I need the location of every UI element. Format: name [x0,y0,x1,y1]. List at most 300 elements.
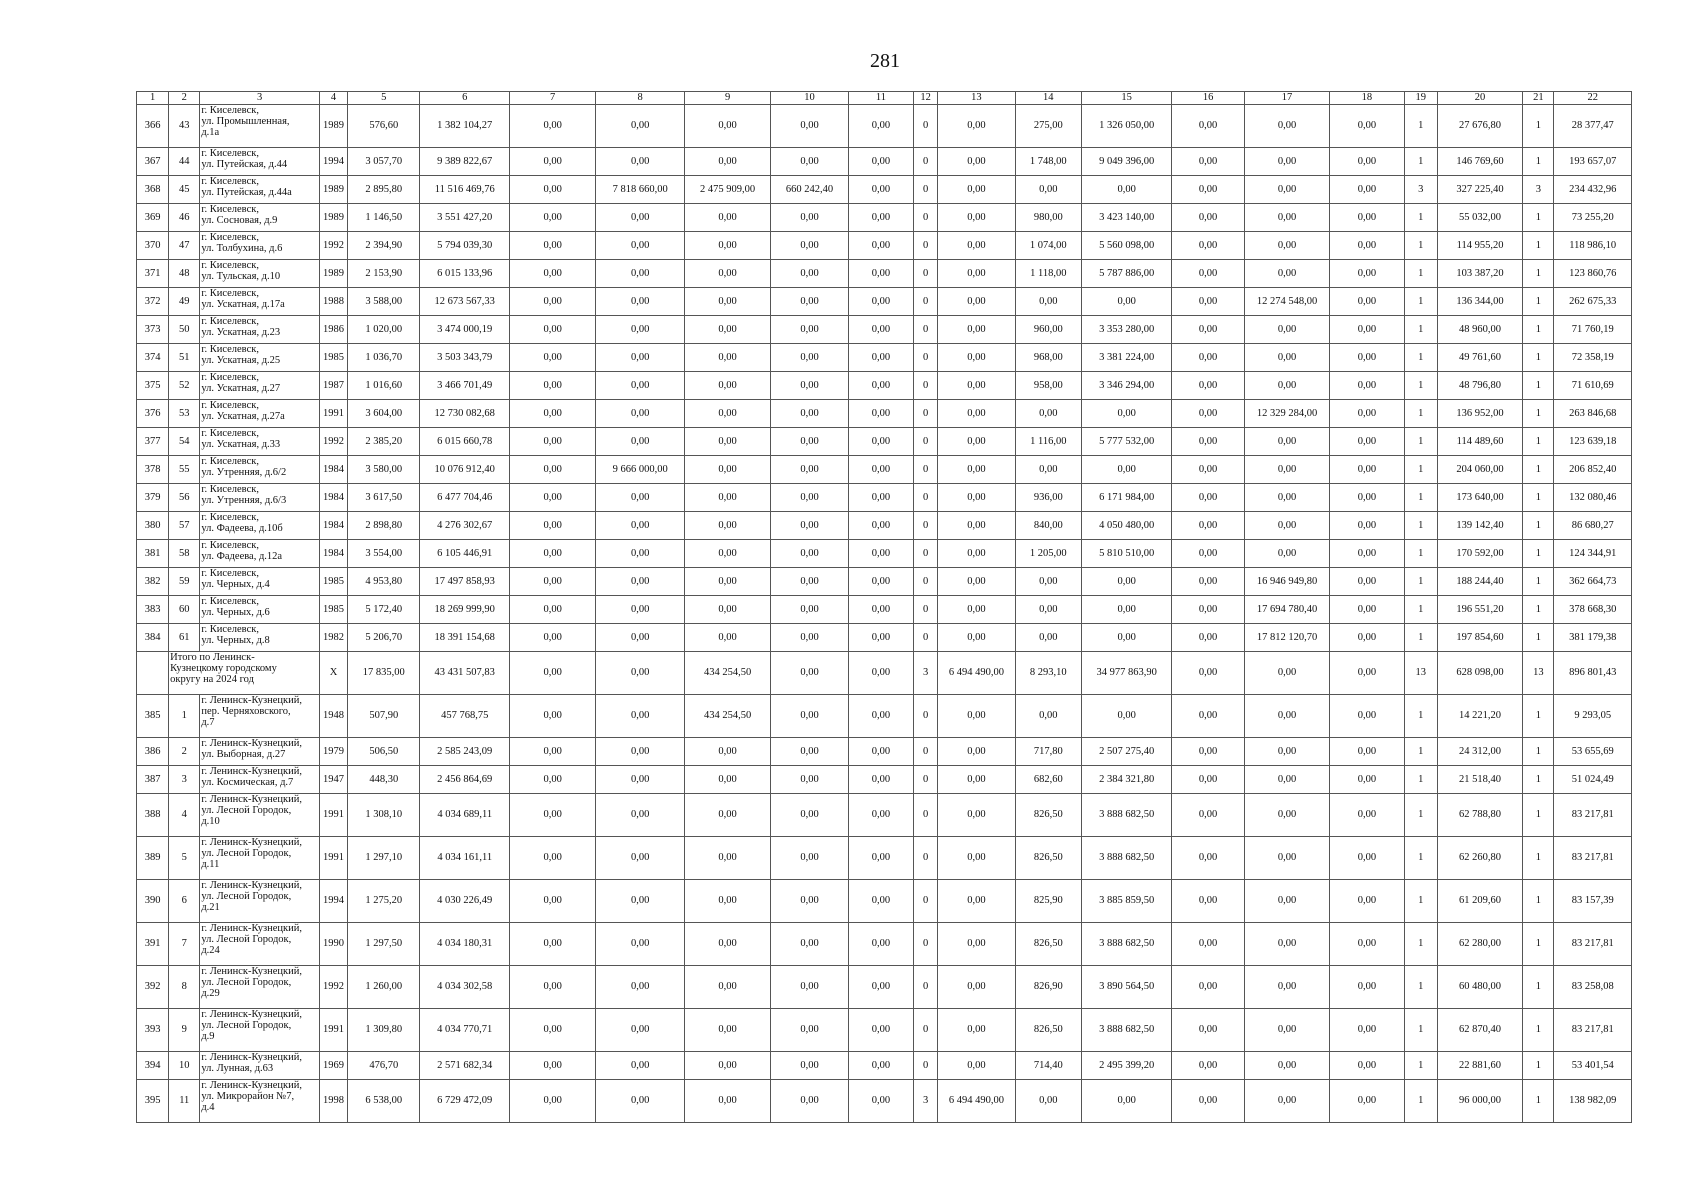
table-cell: 0,00 [1330,652,1404,695]
table-cell: 714,40 [1015,1052,1081,1080]
table-cell: 1 [1404,966,1437,1009]
table-cell: 380 [137,512,169,540]
table-cell: 10 076 912,40 [420,456,509,484]
table-cell: 6 015 133,96 [420,260,509,288]
table-cell: 0,00 [596,652,684,695]
table-cell: 3 888 682,50 [1081,794,1171,837]
table-cell: 0,00 [938,428,1015,456]
table-cell: 0,00 [938,794,1015,837]
table-cell: 6 494 490,00 [938,1080,1015,1123]
table-cell: 0,00 [509,372,595,400]
table-cell: 0 [914,176,938,204]
table-cell: 0,00 [596,344,684,372]
address-cell: г. Киселевск, ул. Путейская, д.44а [200,176,320,204]
table-cell: 1988 [319,288,347,316]
table-cell: 0,00 [1330,400,1404,428]
table-cell: 0,00 [938,1009,1015,1052]
address-cell: г. Киселевск, ул. Черных, д.8 [200,624,320,652]
table-cell: 173 640,00 [1437,484,1522,512]
table-cell: 3 057,70 [348,148,420,176]
table-cell: 1 [1404,1080,1437,1123]
table-cell: 0,00 [684,232,770,260]
table-row [137,880,1632,923]
table-cell: 1984 [319,484,347,512]
table-cell: 275,00 [1015,105,1081,148]
table-cell: 1 [1404,923,1437,966]
table-cell: 0,00 [1244,232,1329,260]
table-cell: 1948 [319,695,347,738]
table-cell: 51 024,49 [1554,766,1632,794]
table-cell: 0,00 [1172,148,1244,176]
table-cell: 3 [914,1080,938,1123]
table-cell: 0,00 [848,540,913,568]
table-cell: 13 [1404,652,1437,695]
table-cell: 476,70 [348,1052,420,1080]
table-cell: 383 [137,596,169,624]
address-cell: г. Киселевск, ул. Толбухина, д.6 [200,232,320,260]
table-cell: 0,00 [1172,766,1244,794]
table-row [137,512,1632,540]
address-cell: г. Киселевск, ул. Промышленная, д.1а [200,105,320,148]
table-cell: 0,00 [1172,738,1244,766]
table-cell: 0,00 [848,316,913,344]
table-cell: 9 666 000,00 [596,456,684,484]
table-cell: 0,00 [684,288,770,316]
table-cell: 0,00 [938,966,1015,1009]
table-cell: 9 293,05 [1554,695,1632,738]
table-cell: 27 676,80 [1437,105,1522,148]
table-cell: 826,90 [1015,966,1081,1009]
table-cell: 0,00 [938,738,1015,766]
table-cell: 1 [1404,1052,1437,1080]
table-row [137,923,1632,966]
table-cell: 0,00 [684,456,770,484]
table-cell: 0,00 [938,232,1015,260]
table-cell: 114 955,20 [1437,232,1522,260]
table-cell: 0,00 [1172,652,1244,695]
table-cell: 71 760,19 [1554,316,1632,344]
table-cell: 0,00 [1081,1080,1171,1123]
table-cell: 0,00 [848,923,913,966]
table-cell: 0,00 [771,540,848,568]
table-row [137,794,1632,837]
table-cell: 0,00 [684,624,770,652]
table-cell: 376 [137,400,169,428]
table-cell: 0,00 [509,484,595,512]
table-cell: 0,00 [1244,316,1329,344]
table-cell: 52 [169,372,200,400]
table-cell: 136 344,00 [1437,288,1522,316]
table-cell: 0,00 [1172,568,1244,596]
table-cell: 1 118,00 [1015,260,1081,288]
table-cell: 382 [137,568,169,596]
table-cell: 83 217,81 [1554,794,1632,837]
table-cell: 0,00 [1244,456,1329,484]
table-cell: 825,90 [1015,880,1081,923]
table-cell: 0,00 [1081,624,1171,652]
table-cell: 0,00 [596,1009,684,1052]
table-cell: 0,00 [509,923,595,966]
column-number-cell: 19 [1404,92,1437,105]
table-cell: 9 [169,1009,200,1052]
table-cell: 0,00 [1330,837,1404,880]
table-cell: 0,00 [684,400,770,428]
table-cell: 3 604,00 [348,400,420,428]
table-cell: 377 [137,428,169,456]
table-cell: 393 [137,1009,169,1052]
table-cell: 0,00 [771,568,848,596]
table-cell: 434 254,50 [684,695,770,738]
table-cell: 72 358,19 [1554,344,1632,372]
table-cell: 0 [914,316,938,344]
table-row [137,484,1632,512]
table-cell: 1 036,70 [348,344,420,372]
table-cell: 1982 [319,624,347,652]
table-cell: 0,00 [684,880,770,923]
table-cell: 0,00 [1015,624,1081,652]
table-cell: 0,00 [848,456,913,484]
column-number-cell: 15 [1081,92,1171,105]
table-cell: 3 580,00 [348,456,420,484]
table-cell: 395 [137,1080,169,1123]
table-cell: 0,00 [1244,738,1329,766]
table-cell: 0,00 [1015,596,1081,624]
table-cell: 0 [914,260,938,288]
table-cell: 370 [137,232,169,260]
address-cell: г. Ленинск-Кузнецкий, ул. Лесной Городок, д.24 [200,923,320,966]
table-cell: 1 146,50 [348,204,420,232]
table-cell: 0,00 [1172,456,1244,484]
table-cell: 1 308,10 [348,794,420,837]
table-cell: 0,00 [1172,176,1244,204]
table-cell: 0,00 [771,512,848,540]
table-cell: 1991 [319,837,347,880]
table-cell: 12 730 082,68 [420,400,509,428]
table-cell: 0,00 [1330,1052,1404,1080]
table-cell: 60 [169,596,200,624]
table-cell: 980,00 [1015,204,1081,232]
table-cell: 188 244,40 [1437,568,1522,596]
table-cell: 0,00 [1244,105,1329,148]
table-cell: 1 [1523,428,1554,456]
table-cell: 0 [914,484,938,512]
table-cell: 379 [137,484,169,512]
table-cell: 1 [1523,837,1554,880]
table-cell: 0,00 [771,837,848,880]
table-cell: 0 [914,232,938,260]
table-cell: 0 [914,148,938,176]
table-cell: 1 [1523,512,1554,540]
table-cell: 0,00 [684,966,770,1009]
table-cell: 6 538,00 [348,1080,420,1123]
table-cell: 0,00 [848,966,913,1009]
address-cell: г. Киселевск, ул. Путейская, д.44 [200,148,320,176]
table-cell: 1 205,00 [1015,540,1081,568]
table-cell: 0,00 [938,148,1015,176]
address-cell: г. Ленинск-Кузнецкий, ул. Лесной Городок, д.21 [200,880,320,923]
address-cell: г. Ленинск-Кузнецкий, ул. Космическая, д.7 [200,766,320,794]
table-cell: 0,00 [1172,837,1244,880]
table-cell: 0,00 [938,512,1015,540]
table-cell: 0 [914,105,938,148]
table-cell: 124 344,91 [1554,540,1632,568]
table-cell: 0,00 [771,1009,848,1052]
table-cell: 2 153,90 [348,260,420,288]
table-cell: 4 034 161,11 [420,837,509,880]
table-cell: 1 [1523,1052,1554,1080]
table-cell: 45 [169,176,200,204]
table-cell: 0 [914,624,938,652]
table-cell: 0,00 [1172,260,1244,288]
table-cell: 0,00 [596,923,684,966]
table-cell: 0,00 [596,596,684,624]
table-cell: 0,00 [1081,400,1171,428]
table-cell: 5 810 510,00 [1081,540,1171,568]
address-cell: г. Ленинск-Кузнецкий, ул. Лунная, д.63 [200,1052,320,1080]
table-cell: 0,00 [938,344,1015,372]
table-cell: 378 [137,456,169,484]
table-cell: 0,00 [684,1080,770,1123]
table-cell: 1989 [319,105,347,148]
table-cell: 0,00 [938,880,1015,923]
table-cell: 0,00 [684,428,770,456]
table-cell: 83 217,81 [1554,837,1632,880]
table-cell: 17 694 780,40 [1244,596,1329,624]
table-cell: 1947 [319,766,347,794]
table-cell: 0,00 [771,624,848,652]
address-cell: г. Ленинск-Кузнецкий, ул. Лесной Городок, д.11 [200,837,320,880]
table-cell: 0,00 [1244,344,1329,372]
table-cell: 5 206,70 [348,624,420,652]
table-cell: 0,00 [509,880,595,923]
table-cell: 0,00 [938,260,1015,288]
table-cell: 0,00 [1172,400,1244,428]
table-cell: 1994 [319,880,347,923]
table-cell: 1984 [319,512,347,540]
table-cell: 0,00 [938,923,1015,966]
table-cell: 3 346 294,00 [1081,372,1171,400]
table-cell: 0,00 [848,1052,913,1080]
table-row [137,288,1632,316]
table-cell: 0,00 [509,288,595,316]
table-row [137,596,1632,624]
table-cell: 0,00 [1330,176,1404,204]
table-cell: 0,00 [771,652,848,695]
table-cell: 0,00 [509,232,595,260]
table-row [137,148,1632,176]
table-cell: 1998 [319,1080,347,1123]
table-cell: 1 297,50 [348,923,420,966]
table-cell: 388 [137,794,169,837]
table-cell: 48 [169,260,200,288]
table-cell: 51 [169,344,200,372]
table-cell: 0,00 [1244,923,1329,966]
table-cell: 0,00 [1172,624,1244,652]
table-cell: 50 [169,316,200,344]
table-cell: 1 [1404,794,1437,837]
table-cell: 0,00 [1081,176,1171,204]
table-cell: 0,00 [848,260,913,288]
table-cell: 0,00 [1172,596,1244,624]
table-cell: 0,00 [509,568,595,596]
table-cell: 0,00 [684,316,770,344]
table-cell: 0,00 [848,428,913,456]
table-cell: 1 [1404,837,1437,880]
table-cell: 0,00 [1015,456,1081,484]
table-cell: 0,00 [1330,484,1404,512]
table-cell: 0,00 [1330,766,1404,794]
table-cell: 0,00 [848,568,913,596]
table-cell: 18 269 999,90 [420,596,509,624]
table-cell: 386 [137,738,169,766]
column-number-row [137,92,1632,105]
table-cell: 1 [1404,428,1437,456]
table-cell: 1 [1404,880,1437,923]
table-cell: 0,00 [938,568,1015,596]
table-cell: 0,00 [1172,232,1244,260]
table-cell: 56 [169,484,200,512]
table-cell: 0,00 [1015,176,1081,204]
address-cell: г. Киселевск, ул. Ускатная, д.25 [200,344,320,372]
table-cell: 3 353 280,00 [1081,316,1171,344]
table-cell: 0,00 [938,596,1015,624]
table-cell: 0,00 [1015,288,1081,316]
column-number-cell: 22 [1554,92,1632,105]
table-cell: 0,00 [596,738,684,766]
table-cell: 3 588,00 [348,288,420,316]
table-cell: 47 [169,232,200,260]
table-cell: 0,00 [684,568,770,596]
table-cell: 62 280,00 [1437,923,1522,966]
table-cell: 0,00 [596,540,684,568]
table-cell: 48 796,80 [1437,372,1522,400]
table-cell: 457 768,75 [420,695,509,738]
table-cell: 0,00 [1330,738,1404,766]
table-cell: 0,00 [848,880,913,923]
table-cell: 0,00 [1330,880,1404,923]
table-cell: 0 [914,568,938,596]
table-cell: 6 477 704,46 [420,484,509,512]
table-cell: 1 [1523,568,1554,596]
table-cell: 18 391 154,68 [420,624,509,652]
column-number-cell: 6 [420,92,509,105]
table-cell: 0,00 [938,766,1015,794]
table-cell: 1 [1523,738,1554,766]
table-cell: 170 592,00 [1437,540,1522,568]
table-cell: 0,00 [771,344,848,372]
table-cell: 0,00 [771,1052,848,1080]
table-cell: 12 274 548,00 [1244,288,1329,316]
table-cell: 3 [1523,176,1554,204]
table-cell: 0 [914,596,938,624]
table-cell: 660 242,40 [771,176,848,204]
table-cell: 0,00 [1244,837,1329,880]
table-cell: 54 [169,428,200,456]
table-cell: 58 [169,540,200,568]
table-cell: 0,00 [684,148,770,176]
table-cell: 0,00 [596,204,684,232]
table-cell: 1 016,60 [348,372,420,400]
table-row [137,568,1632,596]
address-cell: г. Киселевск, ул. Фадеева, д.12а [200,540,320,568]
table-cell: 0,00 [596,568,684,596]
table-cell: 327 225,40 [1437,176,1522,204]
table-cell: 118 986,10 [1554,232,1632,260]
table-cell: 0,00 [848,596,913,624]
table-cell: 0,00 [1172,966,1244,1009]
table-cell: 5 172,40 [348,596,420,624]
table-cell: 60 480,00 [1437,966,1522,1009]
table-cell: 0 [914,837,938,880]
table-cell: 11 [169,1080,200,1123]
column-number-cell: 3 [200,92,320,105]
table-cell: 1992 [319,428,347,456]
table-cell: 1 [1404,372,1437,400]
table-cell: 16 946 949,80 [1244,568,1329,596]
column-number-cell: 2 [169,92,200,105]
table-cell: 0 [914,1052,938,1080]
table-cell: 372 [137,288,169,316]
table-cell: 8 293,10 [1015,652,1081,695]
table-cell: 0,00 [1172,1052,1244,1080]
table-cell: 0,00 [509,400,595,428]
table-cell: 21 518,40 [1437,766,1522,794]
table-cell: 0 [914,695,938,738]
table-cell: 0,00 [596,428,684,456]
total-row [137,652,1632,695]
table-cell: 0,00 [684,1009,770,1052]
table-cell: 0,00 [1172,372,1244,400]
table-cell: 1985 [319,596,347,624]
table-cell: 1 [1523,372,1554,400]
table-cell: 48 960,00 [1437,316,1522,344]
table-cell: 0,00 [596,837,684,880]
table-cell: 1985 [319,344,347,372]
table-cell: 34 977 863,90 [1081,652,1171,695]
table-row [137,766,1632,794]
table-cell: 0,00 [848,1009,913,1052]
table-cell: 5 [169,837,200,880]
table-cell: 378 668,30 [1554,596,1632,624]
table-cell: 0,00 [1172,105,1244,148]
table-cell: 2 [169,738,200,766]
table-cell: 1 [1404,288,1437,316]
table-cell: 1 [1404,344,1437,372]
column-number-cell: 14 [1015,92,1081,105]
table-cell: 0,00 [771,456,848,484]
table-cell: 3 888 682,50 [1081,1009,1171,1052]
table-cell: 1989 [319,176,347,204]
table-cell: 936,00 [1015,484,1081,512]
table-cell: 0,00 [684,512,770,540]
table-cell: 9 049 396,00 [1081,148,1171,176]
table-cell: 12 329 284,00 [1244,400,1329,428]
table-cell: 0,00 [848,738,913,766]
table-cell: 0,00 [1244,204,1329,232]
table-cell: 0,00 [1172,428,1244,456]
table-cell: 86 680,27 [1554,512,1632,540]
table-row [137,204,1632,232]
table-cell: 1989 [319,260,347,288]
address-cell: г. Ленинск-Кузнецкий, ул. Микрорайон №7, д.4 [200,1080,320,1123]
table-cell: 55 032,00 [1437,204,1522,232]
table-cell: 0,00 [848,837,913,880]
table-cell: 0 [914,204,938,232]
table-row [137,372,1632,400]
table-cell: 0,00 [509,596,595,624]
table-cell: 0,00 [771,1080,848,1123]
table-cell: 391 [137,923,169,966]
